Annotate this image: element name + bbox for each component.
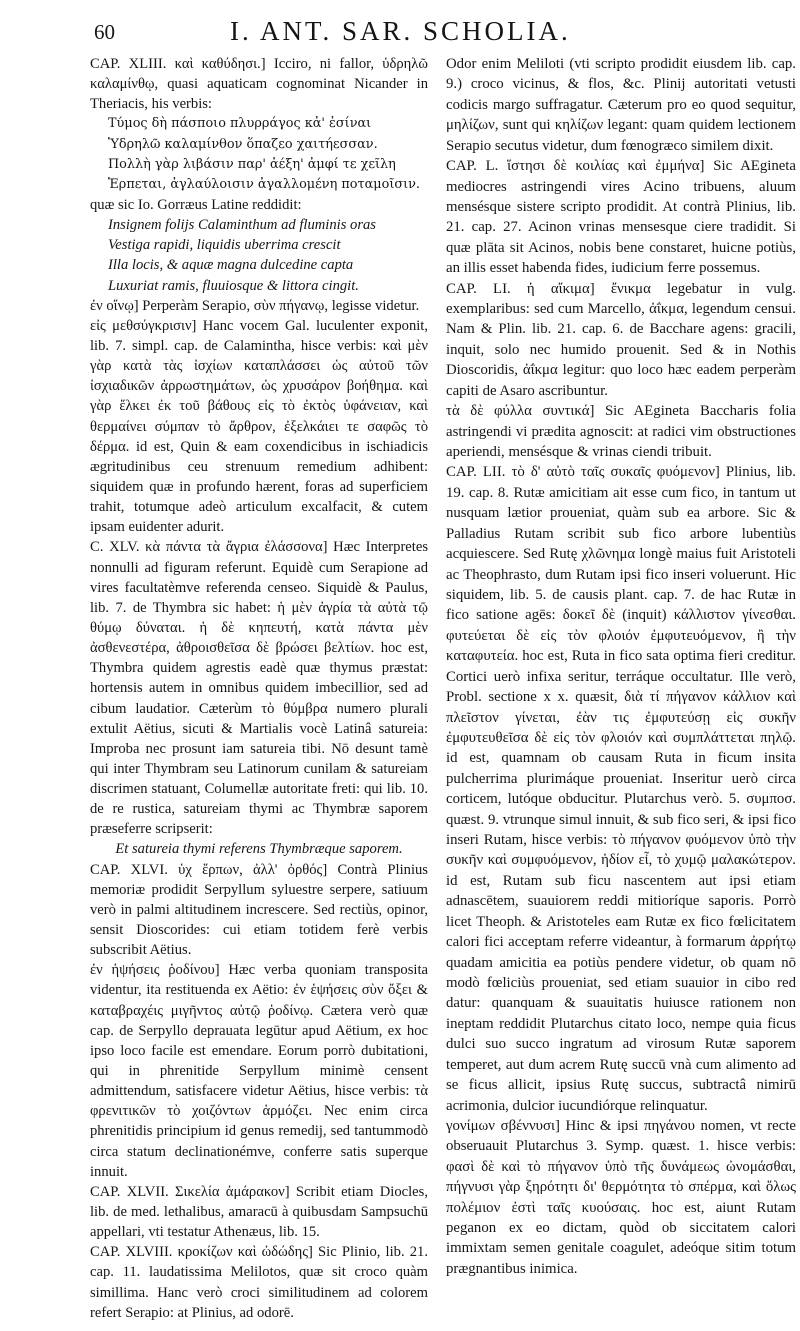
latin-verse-1: Insignem folijs Calaminthum ad fluminis oras (108, 217, 376, 234)
left-paragraph-1: CAP. XLIII. καὶ καθύδησι.] Icciro, ni fallor, ὑδρηλῶ καλαμίνθῳ, quasi aquaticam cognominat Nicander in Theriacis, his verbis: (90, 56, 428, 113)
page-number: 60 (94, 20, 115, 44)
right-column (446, 54, 796, 1323)
page-header (94, 14, 744, 54)
latin-verse-3: Illa locis, & aquæ magna dulcedine capta (108, 257, 354, 274)
greek-verse-4: Ἑρπεται, ἀγλαύλοισιν ἀγαλλομένη ποταμοῖσιν. (108, 176, 421, 192)
running-title: I. ANT. SAR. SCHOLIA. (230, 16, 571, 46)
right-paragraph-1: Odor enim Meliloti (vti scripto prodidit eiusdem lib. cap. 9.) croco vicinus, & flos, &c. Plinij autoritati vetusti codicis margo suffragatur. Cæterum pro eo quod sequitur, μηλίζων, sunt qui κηλίζων legant: quam quidem lectionem Serapio secutus videtur, dum fœnogræco similem dixit. (446, 56, 796, 154)
left-paragraph-3: ἐν οἴνῳ] Perperàm Serapio, σὺν πήγανῳ, legisse videtur. (90, 297, 420, 314)
right-paragraph-3: CAP. LI. ἡ αἴκιμα] ἔνικμα legebatur in vulg. exemplaribus: sed cum Marcello, ἀΐκμα, legendum censui. Nam & Plin. lib. 21. cap. 6. de Bacchare agens: gracili, inquit, solo nec humido prouenit. Sed & in Nothis Dioscoridis, ἀΐκμα legitur: quo loco hæc eadem perperàm capiti de Asaro ascribuntur. (446, 280, 796, 399)
left-paragraph-4: εἰς μεθσύγκρισιν] Hanc vocem Gal. luculenter exponit, lib. 7. simpl. cap. de Calamintha, hisce verbis: καὶ μὲν γὰρ κατὰ τὰς ἰσχίων καταπλάσσει ὡς αὐτοῦ τῶν ἰσχιαδικῶν ἀρρωστημάτων, ὡς χρυσάρον βοήθημα. καὶ γὰρ ἕλκει ἐκ τοῦ βάθους εἰς τὸ ἐκτὸς ὑφάνειαν, καὶ θερμαίνει σύμπαν τὸ ἄρθρον, ἐξελκάιει τε σαφῶς τὸ δέρμα. id est, Quin & eam coxendicibus in ischiadicis ægritudinibus ceu strenuum remedium adhibent: siquidem quæ in profundo hærent, foras ad superficiem trahit, totumque adeò articulum excalfacit, & cutem ipsam euidenter adurit. (90, 317, 428, 536)
latin-verse-2: Vestiga rapidi, liquidis uberrima crescit (108, 237, 341, 254)
latin-verse-4: Luxuriat ramis, fluuiosque & littora cingit. (108, 277, 359, 294)
right-paragraph-5: CAP. LII. τὸ δ' αὐτὸ ταῖς συκαῖς φυόμενον] Plinius, lib. 19. cap. 8. Rutæ amicitiam ait esse cum fico, in tantum ut nusquam lætior proueniat, quàm sub ea arbore. Sic & Palladius Rutam scribit sub fico arbore lubentiùs acquiescere. Sed Rutę χλῶνημα longè maius fuit Aristoteli ac Theophrasto, dum Rutam ipsi fico inseri voluerunt. Hic siquidem, lib. 5. de causis plant. cap. 7. de hac Rutæ in fico satione agēs: δοκεῖ δὲ (inquit) κάλλιστον γίνεσθαι. φυτεύεται δὲ εἰς τὸν φλοιόν ἐμφυτευόμενον, ἢ τὴν καταφυτεία. hoc est, Ruta in fico sata optima fieri creditur. Cortici uerò infixa seritur, terráque occultatur. Ille verò, Probl. sectione x x. quæsit, διὰ τί πήγανον κάλλιον καὶ πλεῖστον γίνεται, ἐὰν τις ἐμφυτεύσῃ εἰς συκῆν ἐμφυτευθεῖσα δὲ εἰς τὸν φλοιόν καὶ συμπλάττεται πηλῷ. id est, quamnam ob causam Ruta in ficum insita pulcherrima plurimáque proueniat. Inseritur uerò circa corticem, lutóque obducitur. Plutarchus verò. 5. συμποσ. quæst. 9. vtrunque simul innuit, & sub fico seri, & ipsi fico inseri Rutam, hisce verbis: τὸ πήγανον φυόμενον ὑπὸ τὴν συκῆν καὶ συμφυόμενον, ἡδίον εἶ, τὸ χυμῷ μαλακώτερον. id est, Rutam sub ficu nascentem aut ipsi etiam adnascētem, suauiorem reddi mitioríque saporis. Porrò licet Theoph. & Aristoteles eam Rutæ ex fico fœlicitatem calori fici acceptam referre videantur, à formarum ἀρρήτῳ quadam amicitia ea potiùs pendere videtur, ob quam nō modò fœliciùs proueniat, sed etiam suauior in cibo red datur: quanquam & suauitatis huiusce rationem non ineptam reddidit Plutarchus citato loco, nempe quia ficus dulci suo succo ingratum ad virosum Rutæ saporem temperet, aut dum acrem Rutę succū vnà cum alimento ad se ficus allicit, ipsius Rutę succus, subtractâ nimirū acrimonia, dulcior iucundiórque relinquatur. (446, 464, 796, 1114)
left-column (90, 54, 428, 1323)
left-paragraph-2: quæ sic Io. Gorræus Latine reddidit: (90, 196, 302, 213)
left-paragraph-6: CAP. XLVI. ὑχ ἕρπων, ἀλλ' ὀρθός] Contrà Plinius memoriæ prodidit Serpyllum syluestre serpere, satiuum verò in palmi altitudinem increscere. Sed rectiùs, opinor, sensit Dioscorides: cui etiam totidem ferè verbis subscribit Aëtius. (90, 861, 428, 959)
left-paragraph-7: ἐν ἡψήσεις ῥοδίνου] Hæc verba quoniam transposita videntur, ita restituenda ex Aëtio: ἐν ἑψήσεις σὺν ὄξει & καταβραχέις μιγῆντος αὐτῷ ῥοδίνῳ. Cætera verò quæ cap. de Serpyllo deprauata legūtur apud Aëtium, ex hoc ipso loco facile est emendare. Eorum porrò dubitationi, qui in phrenitide Serpyllum minimè censent admittendum, satisfacere videtur Aëtius, hisce verbis: τὰ φρενιτικῶν τὸ χοιζόντων ἁρμόζει. Nec enim circa phrenitidis principium id genus remedij, sed tantummodò circa statum declinationémve, conferre satis superque innuit. (90, 962, 428, 1180)
right-paragraph-6: γονίμων σβέννυσι] Hinc & ipsi πηγάνου nomen, vt recte obseruauit Plutarchus 3. Symp. quæst. 1. hisce verbis: φασὶ δὲ καὶ τὸ πήγανον ὑπὸ τῆς δυνάμεως ὠνομάσθαι, πήγνυσι γὰρ ξηρότητι δι' θερμότητα τὸ σπέρμα, καὶ ὅλως πολέμιον ἐστὶ ταῖς κυούσαις. hoc est, aiunt Rutam peganon ex eo dictam, quòd ob siccitatem calori immixtam semen genitale coagulet, adeóque sitim totum prægnantibus inimica. (446, 1117, 796, 1277)
greek-verse-3: Πολλὴ γὰρ λιβάσιν παρ' ἀέξη' ἀμφί τε χεῖλη (108, 156, 396, 172)
right-paragraph-4: τὰ δὲ φύλλα συντικά] Sic AEgineta Baccharis folia astringendi vi prædita agnoscit: at radici vim obstructiones aperiendi, mensésque & vrinas ciendi tribuit. (446, 403, 796, 461)
left-paragraph-9: CAP. XLVIII. κροκίζων καὶ ὠδώδης] Sic Plinio, lib. 21. cap. 11. laudatissima Melilotos, quæ sit croco quàm simillima. Hanc verò croci similitudinem ad colorem refert Serapio: at Plinius, ad odorē. (90, 1244, 428, 1321)
right-paragraph-2: CAP. L. ἵστησι δὲ κοιλίας καὶ ἐμμήνα] Sic AEgineta mediocres astringendi vires Acino tribuens, aluum mensésque sistere scripto prodidit. At contrà Plinius, lib. 21. cap. 27. Acinon vrinas mensesque ciere tradidit. Si quæ plāta sit Acinos, nobis bene constaret, huicne potiùs, an illis esset habenda fides, iudicium ferre possemus. (446, 158, 796, 277)
columella-verse: Et satureia thymi referens Thymbræque saporem. (115, 841, 403, 858)
left-paragraph-5: C. XLV. κὰ πάντα τὰ ἄγρια ἐλάσσονα] Hæc Interpretes nonnulli ad figuram referunt. Equidè cum Serapione ad vires facultatèmve referenda censeo. Siquidè & Paulus, lib. 7. de Thymbra sic habet: ἡ μὲν ἀγρία τὰ αὐτὰ τῷ θύμῳ δύναται. ἡ δὲ κηπευτή, κατὰ πάντα μὲν ἀσθενεστέρα, ἀθροισθεῖσα δὲ βρώσει βελτίων. hoc est, Thymbra quidem agrestis eadè quæ thymus præstat: hortensis autem in omnibus quidem imbecillior, sed ad cibum laudatior. Cæterùm τὸ θύμβρα numero plurali extulit Aëtius, sicuti & Martialis vocè Latinâ satureia: Improba nec prosunt iam satureia tibi. Nō desunt tamè qui inter Thymbram seu Latinorum cunilam & satureiam discrimen statuant, Columellæ autoritate freti: qui lib. 10. de re rustica, satureiam thymi ac Thymbræ saporem præseferre scripserit: (90, 539, 428, 838)
left-paragraph-8: CAP. XLVII. Σικελία ἀμάρακον] Scribit etiam Diocles, lib. de med. lethalibus, amaracū à quibusdam Sampsuchū appellari, vti testatur Athenæus, lib. 15. (90, 1183, 428, 1241)
greek-verse-2: Ὑδρηλῶ καλαμίνθον ὅπαζεο χαιτήεσσαν. (108, 136, 378, 152)
greek-verse-1: Τύμος δὴ πάσποιο πλυρράγος κἀ' ἐσίναι (108, 116, 372, 132)
